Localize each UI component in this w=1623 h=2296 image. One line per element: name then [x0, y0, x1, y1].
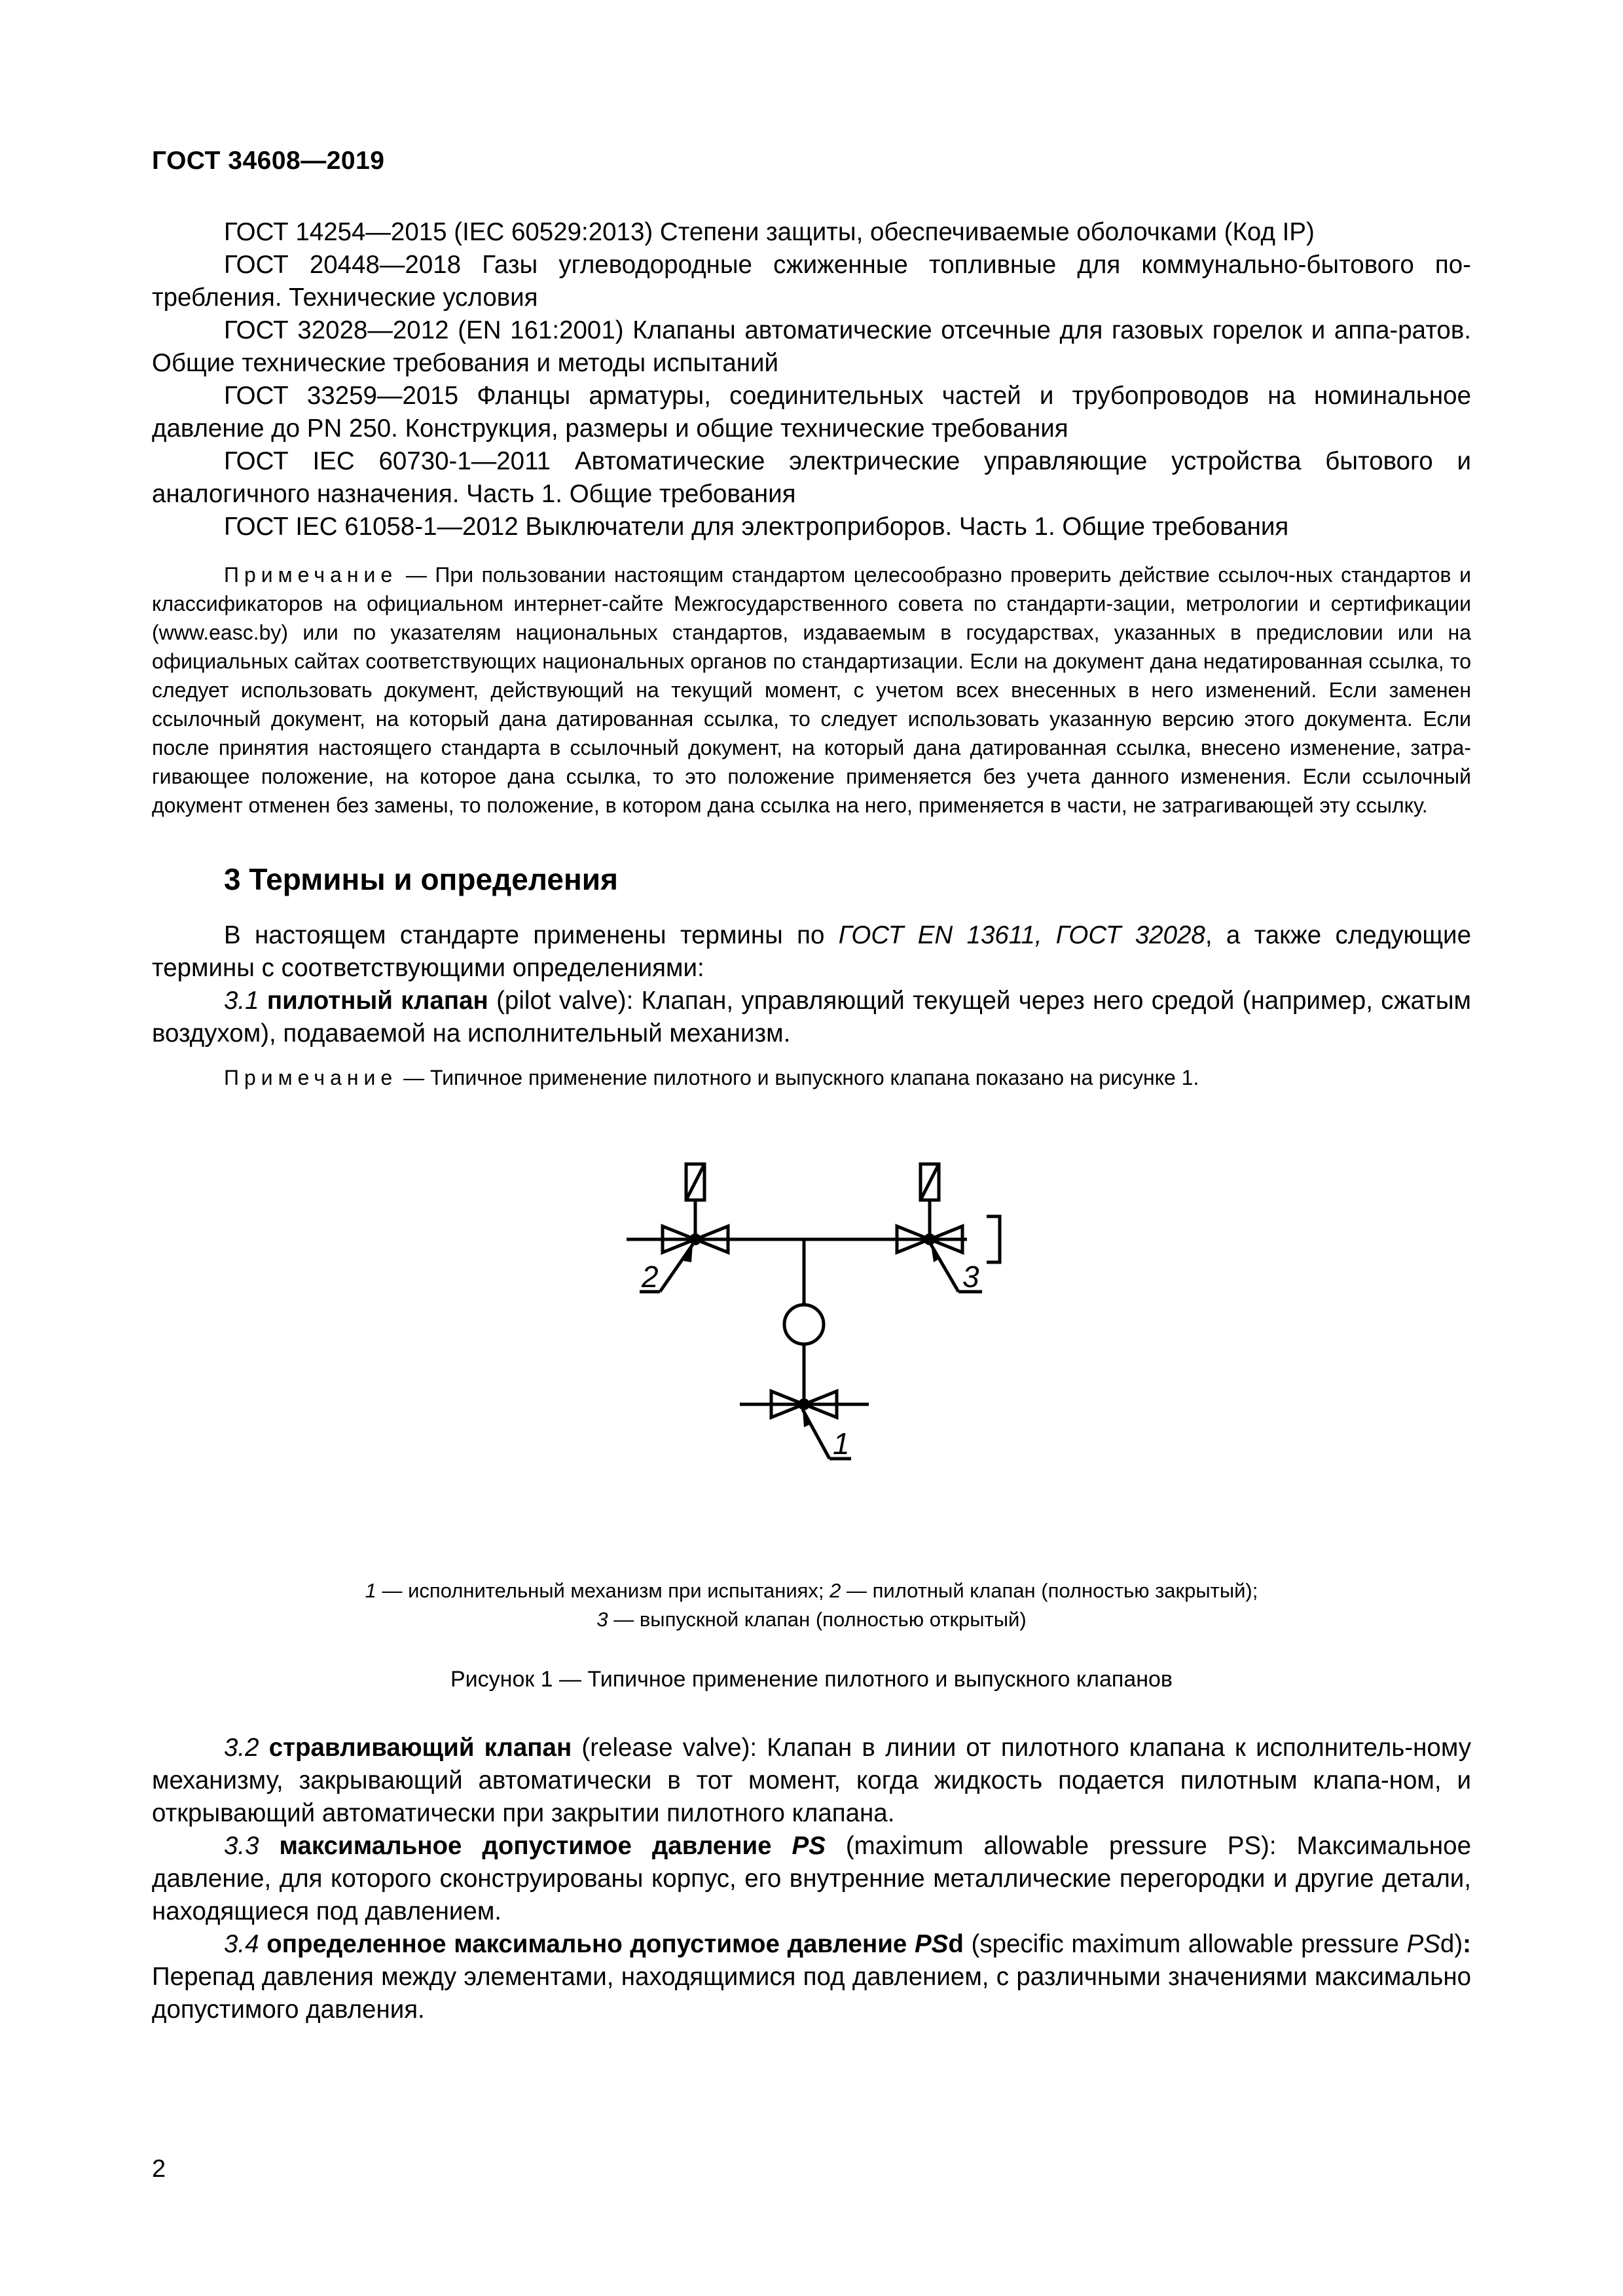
- release-solenoid-diag: [921, 1164, 939, 1200]
- term-name: стравливающий клапан: [268, 1734, 572, 1762]
- term-definition-en: (specific maximum allowable pressure: [963, 1930, 1407, 1958]
- term-symbol: PS: [914, 1930, 949, 1958]
- term-definition: (release valve): Клапан в линии от пилотного клапана к исполнитель-ному механизму, закрывающий автоматически в тот момент, когда жидкость подается пилотным клапа-ном, и открывающий автоматически при закрытии пилотного клапана.: [152, 1734, 1471, 1827]
- note-label: Примечание: [224, 1066, 398, 1089]
- legend-text: — пилотный клапан (полностью закрытый);: [841, 1579, 1258, 1602]
- section-intro: [152, 919, 1471, 985]
- valve-symbols: [663, 1226, 962, 1427]
- note-text: — При пользовании настоящим стандартом целесообразно проверить действие ссылоч-ных стандартов и классификаторов на официальном интернет-сайте Межгосударственного совета по стандарти-зации, метрологии и сертификации (www.easc.by) или по указателям национальных стандартов, издаваемым в государствах, указанных в предисловии или на официальных сайтах соответствующих национальных органов по стандартизации. Если на документ дана недатированная ссылка, то следует использовать документ, действующий на текущий момент, с учетом всех внесенных в него изменений. Если заменен ссылочный документ, на который дана датированная ссылка, то следует использовать указанную версию этого документа. Если после принятия настоящего стандарта в ссылочный документ, на который дана датированная ссылка, внесено изменение, затра-гивающее положение, на которое дана ссылка, то это положение применяется без учета данного изменения. Если ссылочный документ отменен без замены, то положение, в котором дана ссылка на него, применяется в части, не затрагивающей эту ссылку.: [152, 563, 1471, 817]
- figure-valve-diagram: [152, 1118, 1471, 1576]
- reference-item: ГОСТ 14254—2015 (IEC 60529:2013) Степени защиты, обеспечиваемые оболочками (Код IP): [224, 218, 1315, 246]
- term-symbol-sub: d: [948, 1930, 964, 1958]
- intro-refs: ГОСТ EN 13611, ГОСТ 32028: [838, 921, 1205, 949]
- diagram-lines: [627, 1164, 1000, 1459]
- page-number: 2: [152, 2155, 166, 2183]
- section-title: 3 Термины и определения: [224, 862, 618, 896]
- term-3-2: [152, 1732, 1471, 1830]
- reference-item: ГОСТ 33259—2015 Фланцы арматуры, соединительных частей и трубопроводов на номинальное давление до PN 250. Конструкция, размеры и общие технические требования: [152, 382, 1471, 443]
- intro-text: В настоящем стандарте применены термины по: [224, 921, 839, 949]
- term-name: пилотный клапан: [266, 987, 488, 1015]
- document-header: ГОСТ 34608—2019: [152, 147, 385, 175]
- reference-item: ГОСТ 20448—2018 Газы углеводородные сжиженные топливные для коммунально-бытового по-требления. Технические условия: [152, 251, 1471, 312]
- term-definition: Перепад давления между элементами, находящимися под давлением, с различными значениями максимально допустимого давления.: [152, 1963, 1471, 2024]
- term-3-4: [152, 1928, 1471, 2026]
- term-definition: (pilot valve): Клапан, управляющий текущей через него средой (например, сжатым воздухом), подаваемой на исполнительный механизм.: [152, 987, 1472, 1048]
- term-number: 3.3: [224, 1832, 259, 1860]
- figure-label-3: 3: [962, 1260, 979, 1294]
- pilot-valve-center: [689, 1233, 701, 1245]
- legend-text: — исполнительный механизм при испытаниях;: [376, 1579, 830, 1602]
- normative-references: [152, 216, 1471, 543]
- reference-item: ГОСТ IEC 60730-1—2011 Автоматические электрические управляющие устройства бытового и аналогичного назначения. Часть 1. Общие требования: [152, 447, 1471, 508]
- note-label: Примечание: [224, 563, 398, 587]
- term-colon: :: [1463, 1930, 1471, 1958]
- references-note: [152, 560, 1471, 820]
- note-text: — Типичное применение пилотного и выпускного клапана показано на рисунке 1.: [397, 1066, 1199, 1089]
- exhaust-bracket: [987, 1216, 1000, 1262]
- bottom-valve-center: [798, 1398, 810, 1410]
- term-3-1: [152, 985, 1471, 1050]
- pilot-solenoid-diag: [686, 1164, 704, 1200]
- page-content: [152, 216, 1471, 2026]
- legend-text: — выпускной клапан (полностью открытый): [608, 1608, 1027, 1631]
- term-name: определенное максимально допустимое давление: [266, 1930, 915, 1958]
- reference-item: ГОСТ 32028—2012 (EN 161:2001) Клапаны автоматические отсечные для газовых горелок и аппа-ратов. Общие технические требования и методы испытаний: [152, 316, 1471, 377]
- legend-num: 2: [830, 1579, 841, 1602]
- term-number: 3.1: [224, 987, 259, 1015]
- term-3-3: [152, 1830, 1471, 1928]
- release-valve-center: [924, 1233, 936, 1245]
- term-definition-en-end: d): [1440, 1930, 1463, 1958]
- reference-item: ГОСТ IEC 61058-1—2012 Выключатели для электроприборов. Часть 1. Общие требования: [224, 513, 1289, 541]
- term-number: 3.4: [224, 1930, 259, 1958]
- legend-num: 3: [596, 1608, 608, 1631]
- term-3-1-note: [152, 1063, 1471, 1092]
- figure-legend-line-1: [152, 1576, 1471, 1605]
- figure-label-1: 1: [833, 1427, 850, 1461]
- term-definition: (maximum allowable pressure PS): Максимальное давление, для которого сконструированы корпус, его внутренние металлические перегородки и другие детали, находящиеся под давлением.: [152, 1832, 1471, 1925]
- figure-legend-line-2: [152, 1605, 1471, 1634]
- figure-label-2: 2: [642, 1260, 659, 1294]
- valve-diagram: [152, 1118, 1471, 1576]
- term-number: 3.2: [224, 1734, 259, 1762]
- actuator-circle: [784, 1305, 824, 1344]
- legend-num: 1: [365, 1579, 376, 1602]
- intro-text-end: , а также следующие термины с соответствующими определениями:: [152, 921, 1471, 982]
- figure-caption: Рисунок 1 — Типичное применение пилотного и выпускного клапанов: [450, 1667, 1173, 1692]
- term-definition-symbol: PS: [1406, 1930, 1440, 1958]
- term-name: максимальное допустимое давление: [279, 1832, 792, 1860]
- term-symbol: PS: [792, 1832, 826, 1860]
